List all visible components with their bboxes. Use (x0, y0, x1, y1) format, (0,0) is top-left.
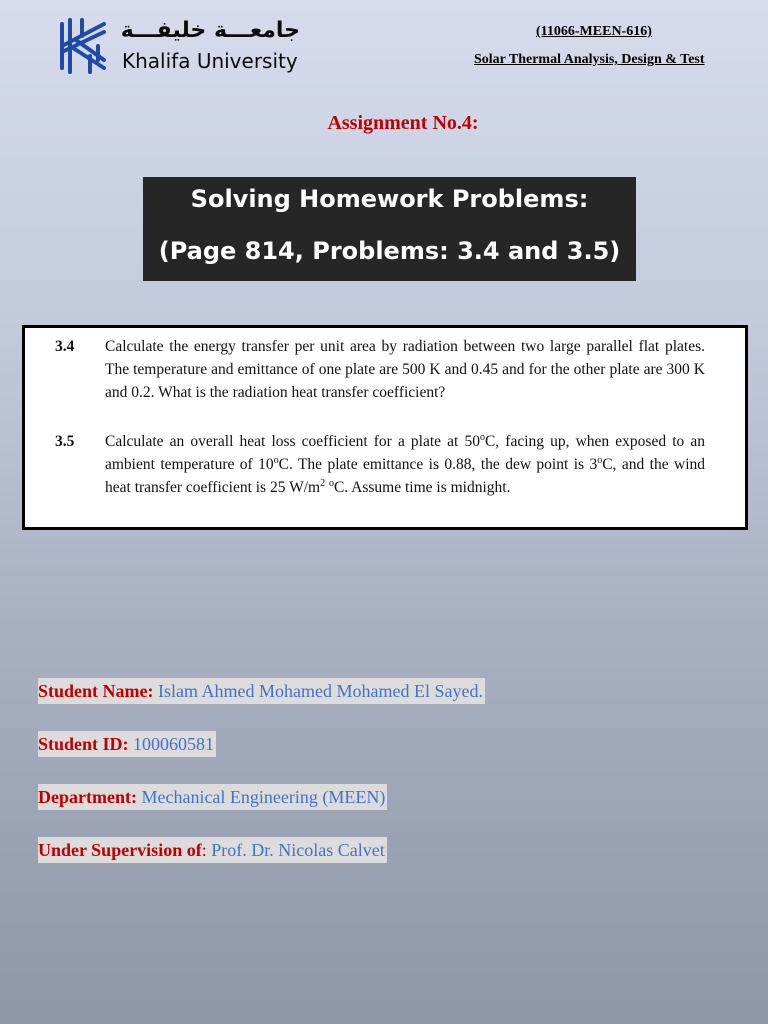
khalifa-university-logo (56, 16, 306, 80)
title-box (143, 177, 636, 281)
department-value: Mechanical Engineering (MEEN) (136, 787, 386, 807)
problem-text: Calculate the energy transfer per unit area by radiation between two large parallel flat plates. The temperature and emittance of one plate are 500 K and 0.45 and for the other plate are 300 K and 0.2. What is the radiation heat transfer coefficient? (105, 338, 705, 401)
student-name-label: Student Name: (38, 681, 154, 701)
problems-box (22, 325, 748, 530)
supervisor-value: Prof. Dr. Nicolas Calvet (206, 840, 385, 860)
assignment-title: Assignment No.4: (327, 112, 479, 134)
university-emblem-icon (56, 16, 110, 76)
supervisor-separator: : (201, 840, 207, 860)
student-id-label: Student ID: (38, 734, 129, 754)
supervisor-label: Under Supervision of (38, 840, 202, 860)
logo-arabic-text: جامعـــة خليفـــة (120, 18, 300, 43)
title-line-2: (Page 814, Problems: 3.4 and 3.5) (158, 237, 621, 265)
logo-english-text: Khalifa University (122, 49, 298, 73)
problem-text: Calculate an overall heat loss coefficient for a plate at 50$^o$C, facing up, when exposed to an ambient temperature of 10$^o$C. The plate emittance is 0.88, the dew point is 3$^o$C, and the wind heat transfer coefficient is 25 $W/m^2$ $^o$C. Assume time is midnight. (105, 431, 705, 496)
student-name-value: Islam Ahmed Mohamed Mohamed El Sayed. (153, 681, 483, 701)
problem-number: 3.5 (55, 433, 75, 450)
department-label: Department: (38, 787, 137, 807)
supervisor-row (38, 837, 387, 863)
department-row (38, 784, 387, 810)
student-id-row (38, 731, 216, 757)
problem-number: 3.4 (55, 338, 75, 355)
student-id-value: 100060581 (128, 734, 215, 754)
student-name-row (38, 678, 485, 704)
title-line-1: Solving Homework Problems: (190, 185, 589, 213)
course-name: Solar Thermal Analysis, Design & Test (474, 52, 705, 67)
course-code: (11066-MEEN-616) (536, 24, 652, 39)
